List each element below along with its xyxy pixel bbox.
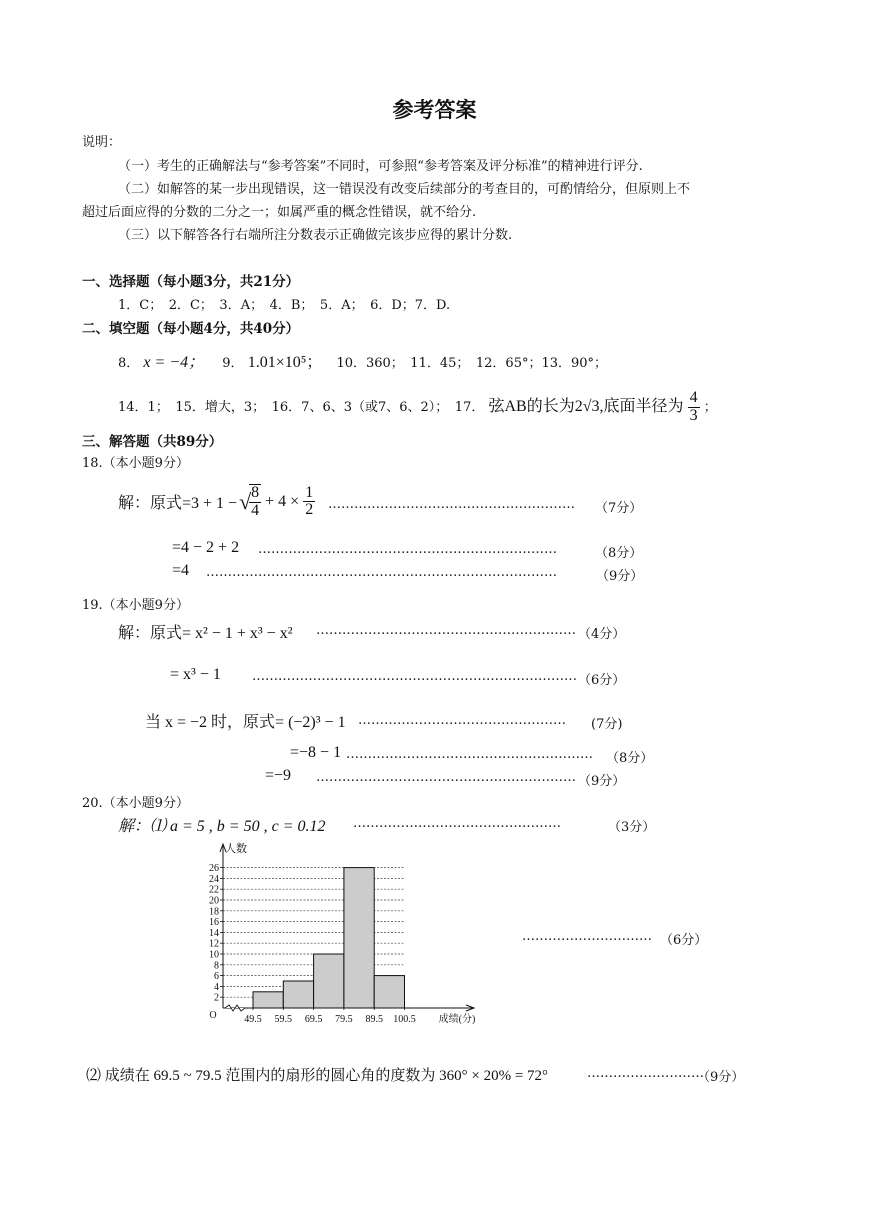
x-tick-label: 89.5 (365, 1014, 383, 1025)
q10-13-answers: 10．360； 11．45； 12．65°；13．90°； (336, 356, 608, 371)
dot-leader: ………………………………………… (353, 816, 561, 831)
q19-line-3: 当 x = −2 时，原式= (−2)³ − 1 (145, 714, 346, 731)
dot-leader: …………………………………………………… (316, 770, 576, 785)
section-2-heading: 二、填空题（每小题4分，共40分） (82, 321, 300, 337)
y-tick-label: 26 (209, 863, 219, 875)
q8-number: 8． (118, 356, 140, 371)
section-1-heading: 一、选择题（每小题3分，共21分） (82, 274, 300, 290)
y-tick-label: 16 (209, 917, 219, 929)
q14-17-answers: 14．1； 15．增大，3； 16．7、6、3（或7、6、2）； 17． (118, 399, 485, 415)
y-axis-label: 人数 (225, 843, 247, 855)
q19-score-4: （8分） (606, 751, 654, 766)
dot-leader: ………………………………………………… (346, 747, 593, 762)
q19-score-2: （6分） (578, 673, 626, 688)
histogram-bar (344, 868, 374, 1008)
q18-score-3: （9分） (596, 569, 644, 584)
dot-leader: …………………………………………………… (316, 623, 576, 638)
q20-score-1: （3分） (608, 820, 656, 835)
q18-label: 18.（本小题9分） (82, 456, 189, 471)
section-3-heading: 三、解答题（共89分） (82, 434, 223, 450)
q19-score-3: (7分) (591, 717, 623, 732)
q8-answer: x = −4； (143, 354, 205, 371)
q18-score-2: （8分） (595, 546, 643, 561)
q19-line-4: =−8 − 1 (290, 744, 342, 761)
sqrt-fraction: $\frac{8}{4}$ (251, 484, 260, 519)
q20-score-chart: （6分） (660, 933, 708, 948)
y-tick-label: 22 (209, 884, 219, 896)
y-tick-label: 18 (209, 906, 219, 918)
half-fraction: $\frac{1}{2}$ (305, 483, 314, 519)
dot-leader: …………………………………………………………… (258, 542, 557, 557)
histogram-bar (374, 976, 404, 1008)
q19-line-1: 解：原式= x² − 1 + x³ − x² (118, 625, 293, 642)
q17-fraction: $\frac{4}{3}$ (689, 389, 698, 424)
x-tick-label: 79.5 (335, 1014, 353, 1025)
dot-leader: ………………………… (522, 929, 652, 944)
q19-line-2: = x³ − 1 (170, 666, 221, 683)
note-1: （一）考生的正确解法与“参考答案”不同时，可参照“参考答案及评分标准”的精神进行评分. (118, 159, 643, 174)
dot-leader: ………………………………………………………………… (252, 669, 577, 684)
y-tick-label: 14 (209, 927, 219, 939)
section-1-answers: 1．C； 2．C； 3．A； 4．B； 5．A； 6．D；7．D. (118, 298, 451, 313)
histogram-chart (195, 838, 495, 1033)
y-tick-label: 8 (214, 960, 219, 972)
x-axis-label: 成绩(分) (438, 1014, 476, 1025)
y-tick-label: 2 (214, 992, 219, 1004)
histogram-bar (283, 981, 313, 1008)
note-2a: （二）如解答的某一步出现错误，这一错误没有改变后续部分的考查目的，可酌情给分，但原则上不 (118, 182, 691, 197)
page-title: 参考答案 (392, 97, 477, 122)
y-tick-label: 10 (209, 949, 219, 961)
q19-label: 19.（本小题9分） (82, 598, 189, 613)
y-tick-label: 12 (209, 938, 219, 950)
q20-line-2: ⑵ 成绩在 69.5 ~ 79.5 范围内的扇形的圆心角的度数为 360° × 20% = 72° (86, 1068, 549, 1084)
q20-score-2: （9分） (697, 1070, 745, 1085)
x-tick-label: 69.5 (304, 1014, 323, 1025)
origin-label: O (209, 1010, 217, 1021)
q19-score-5: （9分） (578, 774, 626, 789)
histogram-bar (314, 954, 344, 1008)
q18-line-1: 解：原式=3 + 1 − √ $\frac{8}{4}$ + 4 × $\frac{1}{2}$ (118, 483, 314, 519)
notes-label: 说明： (82, 135, 122, 150)
q19-score-1: （4分） (578, 627, 626, 642)
x-tick-label: 59.5 (274, 1014, 293, 1025)
note-2b: 超过后面应得的分数的二分之一；如属严重的概念性错误，就不给分. (82, 205, 477, 220)
q18-line-3: =4 (172, 562, 190, 579)
fill-row-2: 14．1； 15．增大，3； 16．7、6、3（或7、6、2）； 17． 弦AB的长为2√3,底面半径为 $\frac{4}{3}$ ； (118, 389, 717, 424)
q20-label: 20.（本小题9分） (82, 796, 189, 811)
histogram-bar (253, 992, 283, 1008)
axis-break-icon (225, 1005, 245, 1011)
y-tick-label: 4 (214, 981, 219, 993)
q18-score-1: （7分） (595, 501, 643, 516)
q17-answer: 弦AB的长为2√3,底面半径为 (488, 397, 684, 415)
dot-leader: ……………………… (587, 1066, 704, 1081)
fill-row-1 (118, 349, 607, 372)
y-tick-label: 24 (209, 873, 219, 885)
x-tick-label: 100.5 (393, 1014, 416, 1025)
dot-leader: ………………………………………… (358, 713, 566, 728)
q19-line-5: =−9 (265, 767, 292, 784)
q20-line-1: 解：⑴ a = 5 , b = 50 , c = 0.12 (118, 818, 326, 835)
y-tick-label: 6 (214, 971, 219, 983)
q9-answer: 1.01×10⁵； (247, 354, 323, 371)
q18-line-2: =4 − 2 + 2 (172, 539, 240, 556)
dot-leader: ………………………………………………… (328, 497, 575, 512)
y-tick-label: 20 (209, 895, 219, 907)
q9-number: 9． (222, 356, 244, 371)
sqrt-icon: √ (239, 488, 252, 514)
x-tick-label: 49.5 (244, 1014, 262, 1025)
note-3: （三）以下解答各行右端所注分数表示正确做完该步应得的累计分数. (118, 228, 513, 243)
dot-leader: ……………………………………………………………………… (206, 565, 557, 580)
